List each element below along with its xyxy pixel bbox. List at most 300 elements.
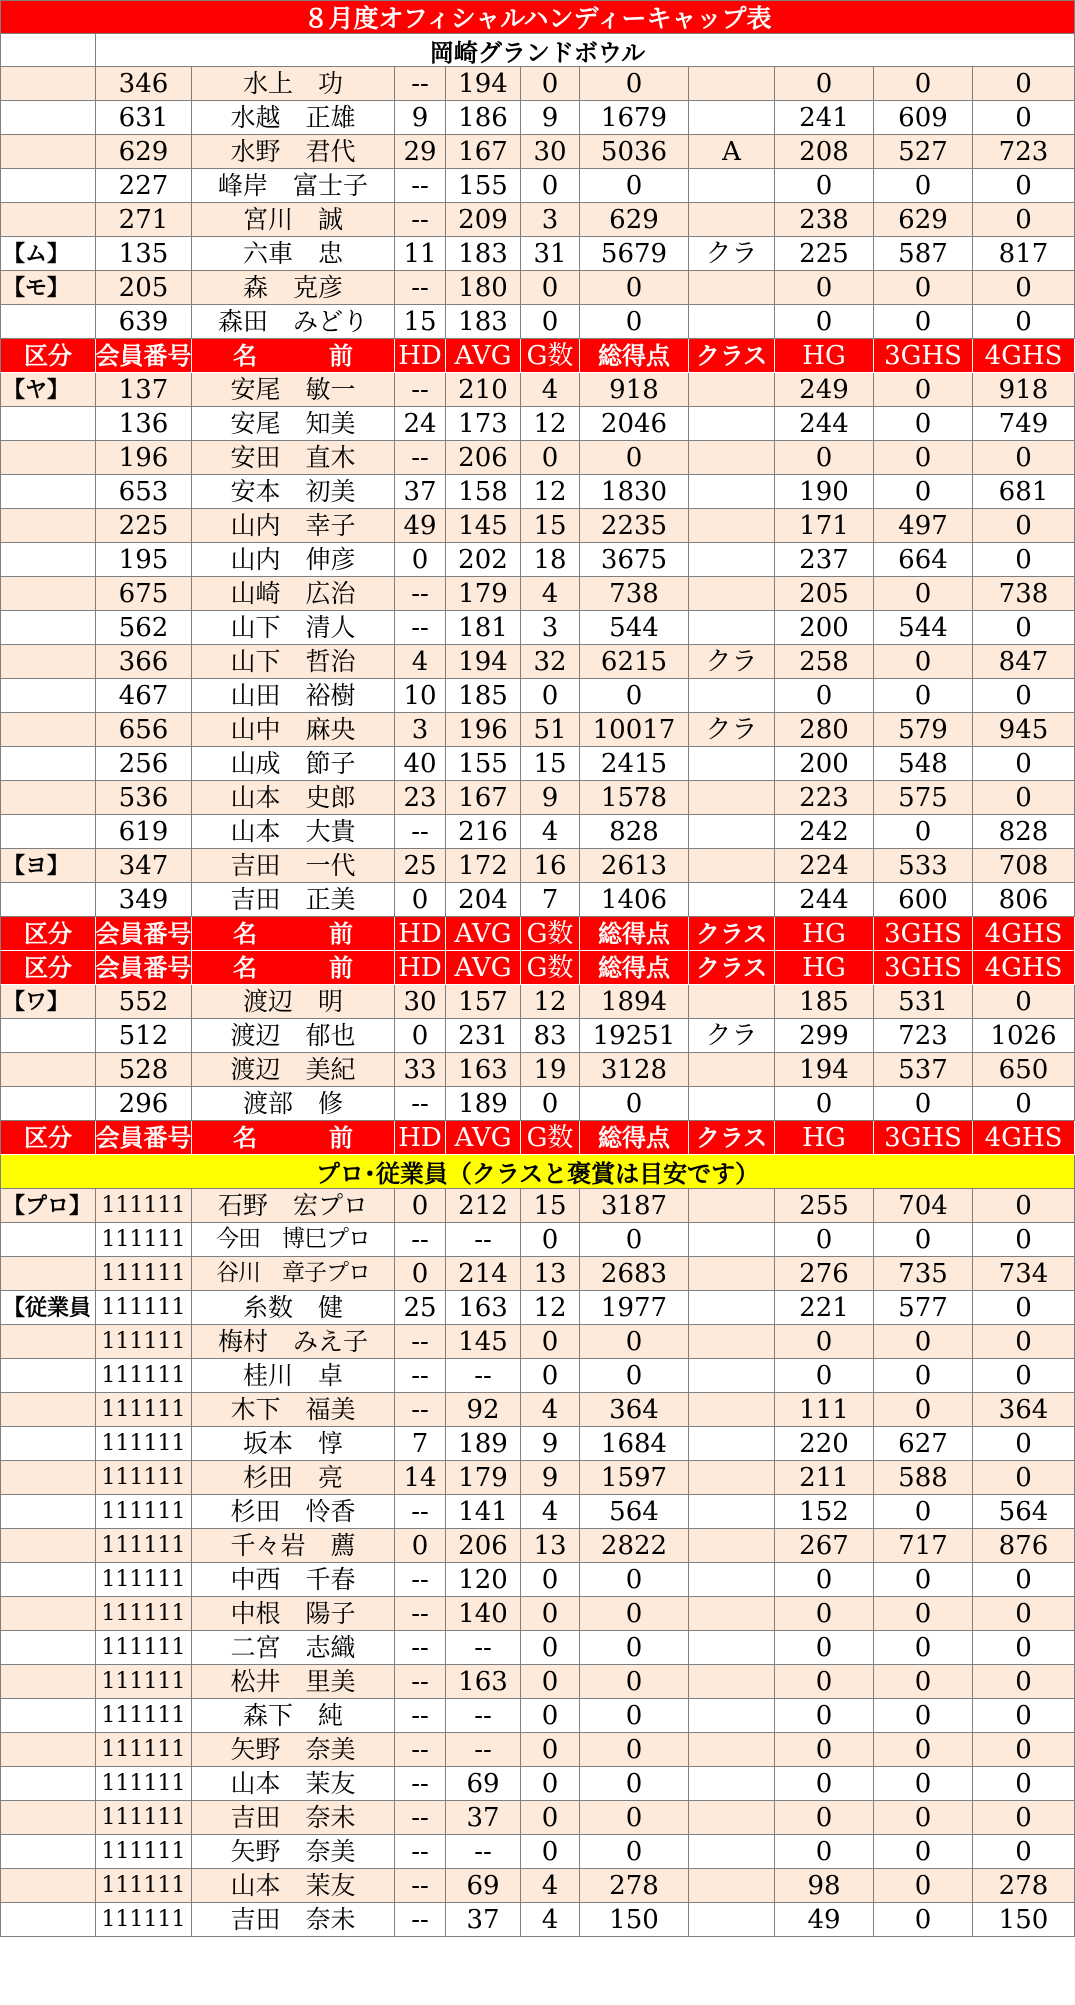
cell-name: 桂川 卓 — [192, 1359, 395, 1393]
table-row — [0, 1495, 1075, 1529]
cell-h3: 0 — [874, 441, 973, 475]
table-row — [0, 577, 1075, 611]
cell-avg: 120 — [446, 1563, 521, 1597]
cell-h4: 0 — [973, 101, 1075, 135]
cell-hd: 37 — [395, 475, 446, 509]
cell-hd: -- — [395, 815, 446, 849]
pro-staff-banner: プロ･従業員（クラスと褒賞は目安です） — [0, 1155, 1075, 1189]
cell-id: 135 — [96, 237, 192, 271]
column-header-h4: 4GHS — [973, 1121, 1075, 1155]
cell-total: 5679 — [580, 237, 689, 271]
cell-h3: 0 — [874, 407, 973, 441]
cell-cls — [689, 577, 775, 611]
column-header-h3: 3GHS — [874, 1121, 973, 1155]
column-header-avg: AVG — [446, 917, 521, 951]
cell-h4: 0 — [973, 271, 1075, 305]
cell-div — [0, 475, 96, 509]
cell-g: 9 — [521, 1461, 580, 1495]
cell-avg: 185 — [446, 679, 521, 713]
cell-avg: 214 — [446, 1257, 521, 1291]
cell-h4: 0 — [973, 747, 1075, 781]
cell-cls — [689, 1427, 775, 1461]
column-header-row — [0, 951, 1075, 985]
column-header-g: G数 — [521, 917, 580, 951]
cell-name: 森田 みどり — [192, 305, 395, 339]
cell-name: 六車 忠 — [192, 237, 395, 271]
cell-h4: 0 — [973, 543, 1075, 577]
cell-avg: 209 — [446, 203, 521, 237]
cell-avg: -- — [446, 1223, 521, 1257]
cell-hg: 111 — [775, 1393, 874, 1427]
column-header-g: G数 — [521, 1121, 580, 1155]
cell-name: 安尾 知美 — [192, 407, 395, 441]
cell-h3: 723 — [874, 1019, 973, 1053]
cell-total: 0 — [580, 1835, 689, 1869]
table-row — [0, 1631, 1075, 1665]
cell-cls — [689, 1767, 775, 1801]
cell-h3: 0 — [874, 1733, 973, 1767]
cell-cls — [689, 1699, 775, 1733]
cell-hd: -- — [395, 441, 446, 475]
cell-g: 3 — [521, 611, 580, 645]
cell-name: 峰岸 富士子 — [192, 169, 395, 203]
cell-cls — [689, 985, 775, 1019]
cell-total: 0 — [580, 1733, 689, 1767]
cell-div — [0, 1359, 96, 1393]
column-header-total: 総得点 — [580, 1121, 689, 1155]
table-row — [0, 203, 1075, 237]
cell-id: 111111 — [96, 1325, 192, 1359]
cell-hd: -- — [395, 1903, 446, 1937]
cell-g: 0 — [521, 1767, 580, 1801]
cell-name: 山内 伸彦 — [192, 543, 395, 577]
cell-hg: 49 — [775, 1903, 874, 1937]
cell-h4: 0 — [973, 679, 1075, 713]
cell-h3: 629 — [874, 203, 973, 237]
cell-g: 30 — [521, 135, 580, 169]
cell-div — [0, 645, 96, 679]
cell-hg: 258 — [775, 645, 874, 679]
cell-hd: 30 — [395, 985, 446, 1019]
column-header-id: 会員番号 — [96, 339, 192, 373]
cell-h4: 817 — [973, 237, 1075, 271]
cell-avg: 196 — [446, 713, 521, 747]
column-header-id: 会員番号 — [96, 951, 192, 985]
cell-cls — [689, 1495, 775, 1529]
cell-avg: 69 — [446, 1869, 521, 1903]
cell-name: 水野 君代 — [192, 135, 395, 169]
cell-hg: 299 — [775, 1019, 874, 1053]
table-row — [0, 815, 1075, 849]
cell-total: 564 — [580, 1495, 689, 1529]
cell-avg: 204 — [446, 883, 521, 917]
table-row — [0, 1665, 1075, 1699]
cell-total: 0 — [580, 1223, 689, 1257]
table-row — [0, 1189, 1075, 1223]
cell-id: 296 — [96, 1087, 192, 1121]
cell-name: 坂本 惇 — [192, 1427, 395, 1461]
cell-name: 山中 麻央 — [192, 713, 395, 747]
cell-hd: 0 — [395, 1257, 446, 1291]
cell-hg: 0 — [775, 1699, 874, 1733]
cell-total: 0 — [580, 1325, 689, 1359]
cell-g: 4 — [521, 1495, 580, 1529]
cell-total: 1597 — [580, 1461, 689, 1495]
cell-hd: 23 — [395, 781, 446, 815]
cell-total: 1406 — [580, 883, 689, 917]
cell-h3: 627 — [874, 1427, 973, 1461]
cell-h3: 600 — [874, 883, 973, 917]
cell-div — [0, 1461, 96, 1495]
cell-id: 653 — [96, 475, 192, 509]
cell-h4: 0 — [973, 1801, 1075, 1835]
cell-hg: 225 — [775, 237, 874, 271]
cell-hd: -- — [395, 373, 446, 407]
cell-g: 4 — [521, 815, 580, 849]
cell-avg: 180 — [446, 271, 521, 305]
cell-name: 安本 初美 — [192, 475, 395, 509]
cell-id: 111111 — [96, 1223, 192, 1257]
cell-hd: -- — [395, 1223, 446, 1257]
cell-total: 918 — [580, 373, 689, 407]
cell-div — [0, 1325, 96, 1359]
cell-h3: 0 — [874, 475, 973, 509]
column-header-h4: 4GHS — [973, 951, 1075, 985]
cell-cls — [689, 1733, 775, 1767]
table-row — [0, 67, 1075, 101]
cell-h4: 0 — [973, 1427, 1075, 1461]
cell-name: 梅村 みえ子 — [192, 1325, 395, 1359]
cell-g: 0 — [521, 1223, 580, 1257]
cell-total: 0 — [580, 1087, 689, 1121]
cell-hg: 241 — [775, 101, 874, 135]
cell-name: 安田 直木 — [192, 441, 395, 475]
cell-div — [0, 1427, 96, 1461]
cell-cls — [689, 1189, 775, 1223]
table-row — [0, 1597, 1075, 1631]
cell-hg: 220 — [775, 1427, 874, 1461]
cell-hd: -- — [395, 577, 446, 611]
cell-name: 松井 里美 — [192, 1665, 395, 1699]
cell-name: 山本 史郎 — [192, 781, 395, 815]
cell-id: 347 — [96, 849, 192, 883]
cell-h3: 533 — [874, 849, 973, 883]
cell-hg: 0 — [775, 1733, 874, 1767]
cell-cls — [689, 1529, 775, 1563]
cell-name: 吉田 一代 — [192, 849, 395, 883]
cell-id: 111111 — [96, 1903, 192, 1937]
table-row — [0, 237, 1075, 271]
cell-h3: 0 — [874, 169, 973, 203]
cell-cls — [689, 781, 775, 815]
cell-total: 0 — [580, 305, 689, 339]
cell-hd: -- — [395, 1733, 446, 1767]
cell-total: 0 — [580, 169, 689, 203]
cell-hg: 0 — [775, 1597, 874, 1631]
table-row — [0, 747, 1075, 781]
cell-avg: 231 — [446, 1019, 521, 1053]
column-header-hd: HD — [395, 339, 446, 373]
cell-h4: 723 — [973, 135, 1075, 169]
cell-avg: -- — [446, 1699, 521, 1733]
cell-id: 195 — [96, 543, 192, 577]
table-row — [0, 781, 1075, 815]
cell-hd: -- — [395, 1597, 446, 1631]
cell-g: 4 — [521, 577, 580, 611]
cell-div — [0, 1529, 96, 1563]
cell-name: 吉田 正美 — [192, 883, 395, 917]
cell-id: 111111 — [96, 1733, 192, 1767]
table-row — [0, 1019, 1075, 1053]
cell-div — [0, 1563, 96, 1597]
table-row — [0, 305, 1075, 339]
cell-cls — [689, 1461, 775, 1495]
cell-hg: 0 — [775, 67, 874, 101]
table-row — [0, 1869, 1075, 1903]
cell-avg: 183 — [446, 305, 521, 339]
cell-hg: 0 — [775, 441, 874, 475]
cell-g: 0 — [521, 305, 580, 339]
column-header-h3: 3GHS — [874, 917, 973, 951]
cell-name: 山下 清人 — [192, 611, 395, 645]
cell-h3: 548 — [874, 747, 973, 781]
cell-avg: 186 — [446, 101, 521, 135]
cell-cls — [689, 849, 775, 883]
column-header-div: 区分 — [0, 1121, 96, 1155]
cell-cls — [689, 1223, 775, 1257]
cell-hg: 221 — [775, 1291, 874, 1325]
cell-total: 19251 — [580, 1019, 689, 1053]
cell-hd: -- — [395, 1699, 446, 1733]
cell-id: 111111 — [96, 1699, 192, 1733]
cell-g: 0 — [521, 1359, 580, 1393]
cell-name: 山本 大貴 — [192, 815, 395, 849]
table-row — [0, 1291, 1075, 1325]
cell-h4: 749 — [973, 407, 1075, 441]
cell-hd: 15 — [395, 305, 446, 339]
column-header-hg: HG — [775, 917, 874, 951]
cell-g: 7 — [521, 883, 580, 917]
cell-div — [0, 441, 96, 475]
cell-g: 0 — [521, 1801, 580, 1835]
cell-avg: 155 — [446, 169, 521, 203]
table-row — [0, 1767, 1075, 1801]
cell-hg: 0 — [775, 1563, 874, 1597]
cell-total: 6215 — [580, 645, 689, 679]
cell-total: 1679 — [580, 101, 689, 135]
cell-hd: 33 — [395, 1053, 446, 1087]
cell-div — [0, 1835, 96, 1869]
cell-name: 安尾 敏一 — [192, 373, 395, 407]
column-header-hd: HD — [395, 1121, 446, 1155]
cell-avg: -- — [446, 1359, 521, 1393]
cell-id: 205 — [96, 271, 192, 305]
cell-h3: 0 — [874, 1393, 973, 1427]
cell-id: 111111 — [96, 1631, 192, 1665]
cell-h4: 0 — [973, 1631, 1075, 1665]
cell-name: 谷川 章子プロ — [192, 1257, 395, 1291]
cell-hg: 244 — [775, 883, 874, 917]
cell-id: 111111 — [96, 1359, 192, 1393]
cell-h4: 0 — [973, 1597, 1075, 1631]
cell-avg: 172 — [446, 849, 521, 883]
table-row — [0, 1053, 1075, 1087]
cell-name: 中西 千春 — [192, 1563, 395, 1597]
column-header-name: 名 前 — [192, 917, 395, 951]
cell-id: 111111 — [96, 1189, 192, 1223]
cell-id: 629 — [96, 135, 192, 169]
cell-cls — [689, 101, 775, 135]
cell-hg: 0 — [775, 305, 874, 339]
cell-total: 0 — [580, 441, 689, 475]
cell-h3: 537 — [874, 1053, 973, 1087]
cell-h4: 0 — [973, 1087, 1075, 1121]
cell-g: 18 — [521, 543, 580, 577]
cell-hd: -- — [395, 1801, 446, 1835]
cell-total: 2822 — [580, 1529, 689, 1563]
cell-id: 111111 — [96, 1665, 192, 1699]
cell-h4: 278 — [973, 1869, 1075, 1903]
cell-hg: 0 — [775, 1325, 874, 1359]
table-row — [0, 1223, 1075, 1257]
cell-div — [0, 815, 96, 849]
cell-hd: -- — [395, 1631, 446, 1665]
cell-g: 12 — [521, 985, 580, 1019]
cell-hd: 10 — [395, 679, 446, 713]
cell-h3: 0 — [874, 67, 973, 101]
cell-name: 今田 博巳プロ — [192, 1223, 395, 1257]
cell-name: 矢野 奈美 — [192, 1835, 395, 1869]
cell-name: 石野 宏プロ — [192, 1189, 395, 1223]
cell-cls — [689, 1665, 775, 1699]
column-header-avg: AVG — [446, 339, 521, 373]
cell-cls — [689, 883, 775, 917]
cell-h4: 0 — [973, 1359, 1075, 1393]
cell-g: 12 — [521, 1291, 580, 1325]
cell-total: 0 — [580, 1597, 689, 1631]
column-header-g: G数 — [521, 951, 580, 985]
cell-g: 31 — [521, 237, 580, 271]
cell-avg: 216 — [446, 815, 521, 849]
cell-avg: 194 — [446, 645, 521, 679]
column-header-hg: HG — [775, 1121, 874, 1155]
cell-hd: 14 — [395, 1461, 446, 1495]
cell-id: 512 — [96, 1019, 192, 1053]
cell-hg: 0 — [775, 1835, 874, 1869]
cell-avg: 183 — [446, 237, 521, 271]
cell-div — [0, 577, 96, 611]
cell-div — [0, 1733, 96, 1767]
cell-id: 196 — [96, 441, 192, 475]
cell-name: 千々岩 薦 — [192, 1529, 395, 1563]
cell-hd: 25 — [395, 849, 446, 883]
cell-total: 828 — [580, 815, 689, 849]
cell-total: 2235 — [580, 509, 689, 543]
cell-hg: 238 — [775, 203, 874, 237]
cell-g: 51 — [521, 713, 580, 747]
cell-div — [0, 1053, 96, 1087]
cell-h4: 0 — [973, 611, 1075, 645]
column-header-cls: クラス — [689, 339, 775, 373]
cell-cls — [689, 747, 775, 781]
cell-h4: 0 — [973, 67, 1075, 101]
cell-total: 2683 — [580, 1257, 689, 1291]
cell-div — [0, 747, 96, 781]
cell-hg: 242 — [775, 815, 874, 849]
cell-h3: 0 — [874, 1325, 973, 1359]
cell-div: 【ム】 — [0, 237, 96, 271]
cell-g: 12 — [521, 407, 580, 441]
sheet-title: ８月度オフィシャルハンディーキャップ表 — [0, 0, 1075, 34]
cell-h4: 0 — [973, 1461, 1075, 1495]
cell-h4: 650 — [973, 1053, 1075, 1087]
table-row — [0, 1529, 1075, 1563]
cell-id: 631 — [96, 101, 192, 135]
cell-hd: 0 — [395, 1189, 446, 1223]
cell-name: 水越 正雄 — [192, 101, 395, 135]
cell-div — [0, 1597, 96, 1631]
cell-id: 536 — [96, 781, 192, 815]
table-row — [0, 101, 1075, 135]
cell-g: 0 — [521, 1087, 580, 1121]
cell-id: 552 — [96, 985, 192, 1019]
table-row — [0, 1257, 1075, 1291]
cell-h4: 0 — [973, 1325, 1075, 1359]
cell-hd: 0 — [395, 883, 446, 917]
cell-hd: -- — [395, 1359, 446, 1393]
cell-h4: 738 — [973, 577, 1075, 611]
cell-h4: 0 — [973, 169, 1075, 203]
cell-hg: 267 — [775, 1529, 874, 1563]
cell-h4: 806 — [973, 883, 1075, 917]
cell-avg: 157 — [446, 985, 521, 1019]
cell-id: 111111 — [96, 1461, 192, 1495]
cell-total: 738 — [580, 577, 689, 611]
cell-hg: 98 — [775, 1869, 874, 1903]
cell-h3: 0 — [874, 1359, 973, 1393]
table-row — [0, 1733, 1075, 1767]
cell-cls — [689, 1087, 775, 1121]
cell-hg: 276 — [775, 1257, 874, 1291]
cell-id: 111111 — [96, 1495, 192, 1529]
cell-cls — [689, 1291, 775, 1325]
cell-h3: 497 — [874, 509, 973, 543]
cell-h4: 0 — [973, 1189, 1075, 1223]
cell-cls — [689, 1257, 775, 1291]
cell-h4: 0 — [973, 1291, 1075, 1325]
table-row — [0, 883, 1075, 917]
cell-g: 0 — [521, 1665, 580, 1699]
cell-h3: 0 — [874, 1767, 973, 1801]
cell-cls — [689, 1359, 775, 1393]
cell-avg: 145 — [446, 509, 521, 543]
cell-h3: 0 — [874, 815, 973, 849]
cell-total: 0 — [580, 271, 689, 305]
cell-name: 森 克彦 — [192, 271, 395, 305]
cell-div — [0, 1223, 96, 1257]
cell-hg: 211 — [775, 1461, 874, 1495]
cell-div — [0, 883, 96, 917]
cell-cls: クラ — [689, 237, 775, 271]
column-header-g: G数 — [521, 339, 580, 373]
cell-cls — [689, 1393, 775, 1427]
cell-id: 562 — [96, 611, 192, 645]
cell-g: 0 — [521, 1325, 580, 1359]
cell-hg: 223 — [775, 781, 874, 815]
cell-h4: 828 — [973, 815, 1075, 849]
cell-h4: 0 — [973, 985, 1075, 1019]
cell-hd: -- — [395, 203, 446, 237]
